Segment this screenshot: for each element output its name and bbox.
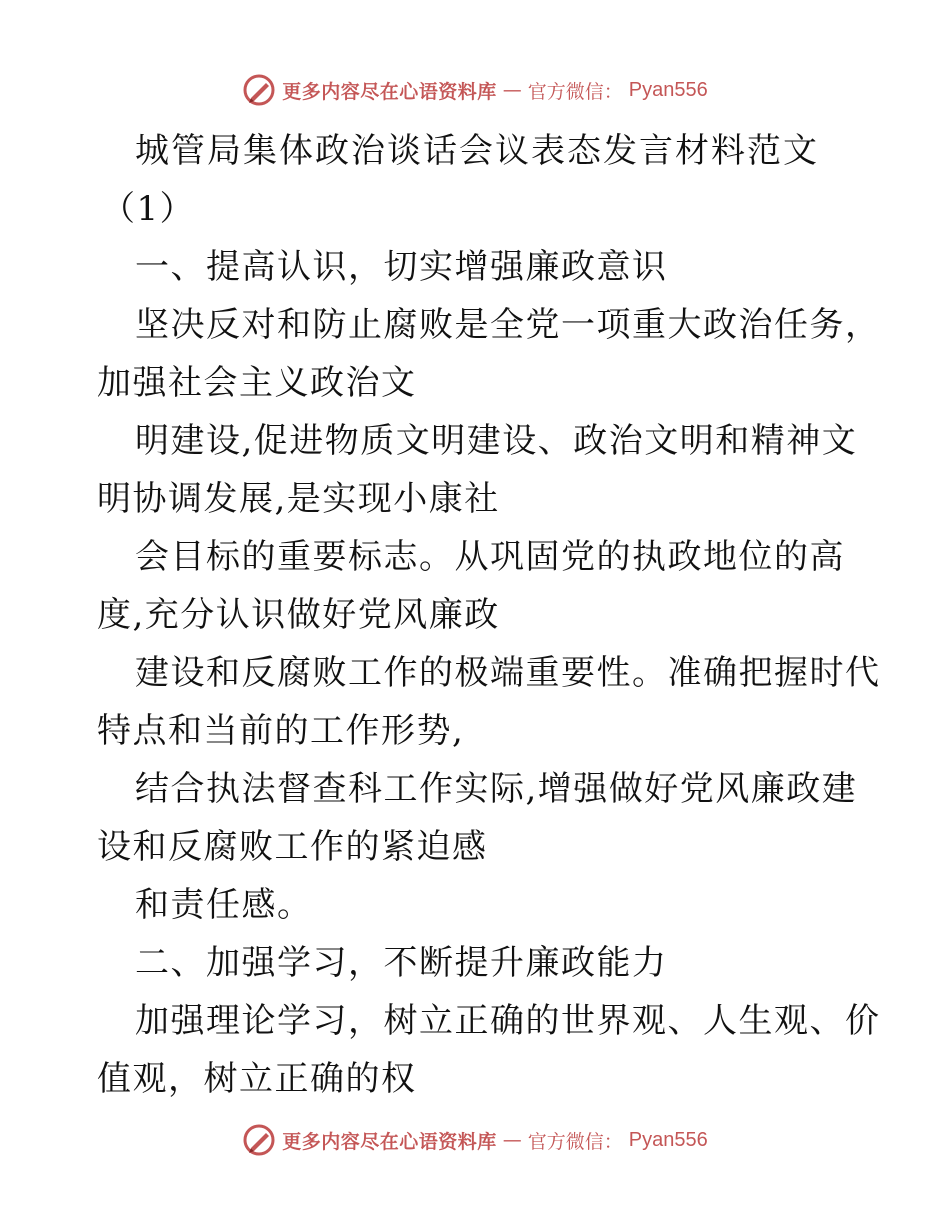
watermark-wechat-id: Pyan556 xyxy=(628,78,708,101)
body-line: 二、加强学习，不断提升廉政能力 xyxy=(135,943,668,983)
document-title-number: （1） xyxy=(101,189,196,229)
watermark-text: 更多内容尽在心语资料库 xyxy=(282,80,497,103)
pen-logo-icon xyxy=(242,1123,276,1157)
watermark-dash: — xyxy=(502,79,522,101)
body-line: 明协调发展,是实现小康社 xyxy=(97,479,500,519)
pen-logo-icon xyxy=(242,73,276,107)
watermark-wechat-id: Pyan556 xyxy=(628,1128,708,1151)
document-title: 城管局集体政治谈话会议表态发言材料范文 xyxy=(135,131,819,171)
body-line: 明建设,促进物质文明建设、政治文明和精神文 xyxy=(135,421,858,461)
body-line: 加强理论学习，树立正确的世界观、人生观、价 xyxy=(135,1001,881,1041)
body-line: 和责任感。 xyxy=(135,885,313,925)
body-line: 设和反腐败工作的紧迫感 xyxy=(97,827,488,867)
watermark-dash: — xyxy=(502,1129,522,1151)
body-line: 度,充分认识做好党风廉政 xyxy=(97,595,500,635)
body-line: 一、提高认识，切实增强廉政意识 xyxy=(135,247,668,287)
body-line: 会目标的重要标志。从巩固党的执政地位的高 xyxy=(135,537,845,577)
document-body xyxy=(97,122,881,1108)
body-line: 结合执法督查科工作实际,增强做好党风廉政建 xyxy=(135,769,858,809)
body-line: 特点和当前的工作形势, xyxy=(97,711,465,751)
watermark-text: 更多内容尽在心语资料库 xyxy=(282,1130,497,1153)
watermark-official-label: 官方微信： xyxy=(527,1130,623,1153)
watermark-official-label: 官方微信： xyxy=(527,80,623,103)
body-line: 值观，树立正确的权 xyxy=(97,1059,417,1099)
body-line: 坚决反对和防止腐败是全党一项重大政治任务， xyxy=(135,305,881,345)
body-line: 加强社会主义政治文 xyxy=(97,363,417,403)
body-lines xyxy=(97,238,881,1108)
footer-watermark xyxy=(0,1120,950,1160)
body-line: 建设和反腐败工作的极端重要性。准确把握时代 xyxy=(135,653,881,693)
header-watermark xyxy=(0,70,950,110)
